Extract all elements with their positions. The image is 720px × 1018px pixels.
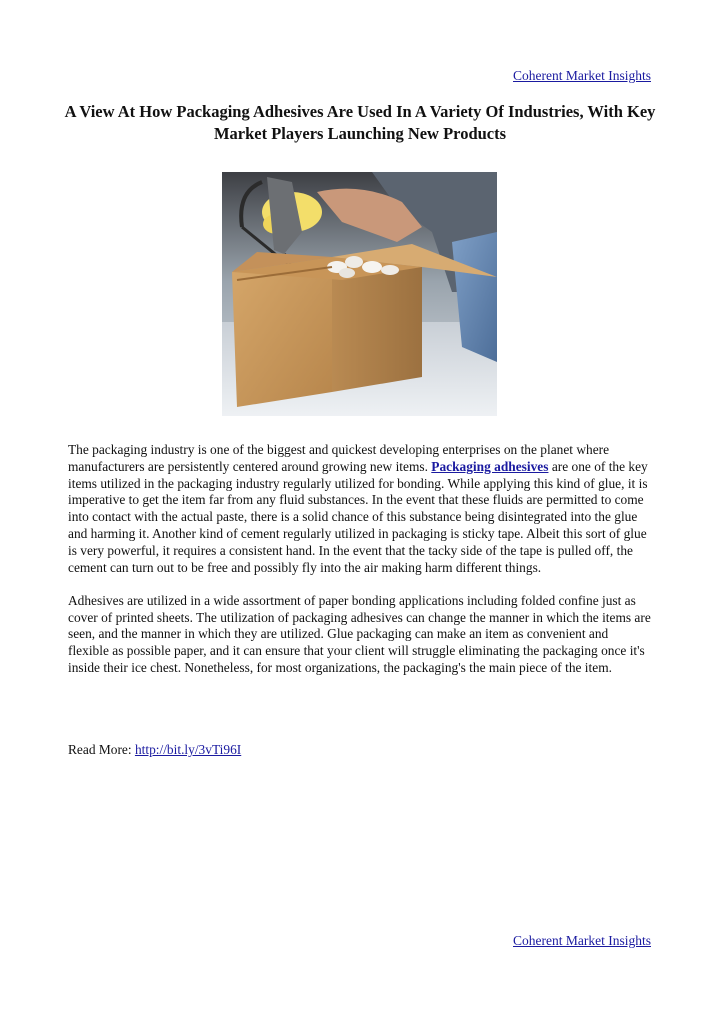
footer-brand-link[interactable]: Coherent Market Insights <box>513 933 651 948</box>
paragraph-2: Adhesives are utilized in a wide assortment of paper bonding applications including folded confine just as cover of printed sheets. The utilization of packaging adhesives can change the manner in which the items are seen, and the manner in which they are utilized. Glue packaging can make an item as convenient and flexible as possible paper, and it can ensure that your client will struggle eliminating the packaging once it's inside their ice chest. Nonetheless, for most organizations, the packaging's the main piece of the item. <box>68 592 651 676</box>
paragraph-1 <box>68 442 652 576</box>
article-body <box>68 442 652 693</box>
article-title: A View At How Packaging Adhesives Are Used In A Variety Of Industries, With Key Market Players Launching New Products <box>64 102 656 143</box>
packaging-adhesives-link[interactable]: Packaging adhesives <box>431 458 549 474</box>
paragraph-1-lead: The packaging industry is one of the biggest and quickest developing enterprises on the planet where manufacturers are persistently centered around growing new items. <box>68 442 610 474</box>
read-more-label: Read More: <box>68 742 135 757</box>
read-more-link[interactable]: http://bit.ly/3vTi96I <box>134 742 242 757</box>
glue-gun-box-photo <box>222 172 497 416</box>
header-brand-link[interactable]: Coherent Market Insights <box>513 68 651 83</box>
paragraph-1-rest: are one of the key items utilized in the packaging industry regularly utilized for bonding. While applying this kind of glue, it is imperative to get the item far from any fluid substances. In the event that these fluids are permitted to come into contact with the actual paste, there is a solid chance of this substance being disintegrated into the glue and harming it. Another kind of cement regularly utilized in packaging is sticky tape. Albeit this sort of glue is very powerful, it requires a consistent hand. In the event that the tacky side of the tape is pulled off, the cement can turn out to be free and possibly fly into the air making harm different things. <box>68 458 648 575</box>
read-more <box>68 742 241 758</box>
